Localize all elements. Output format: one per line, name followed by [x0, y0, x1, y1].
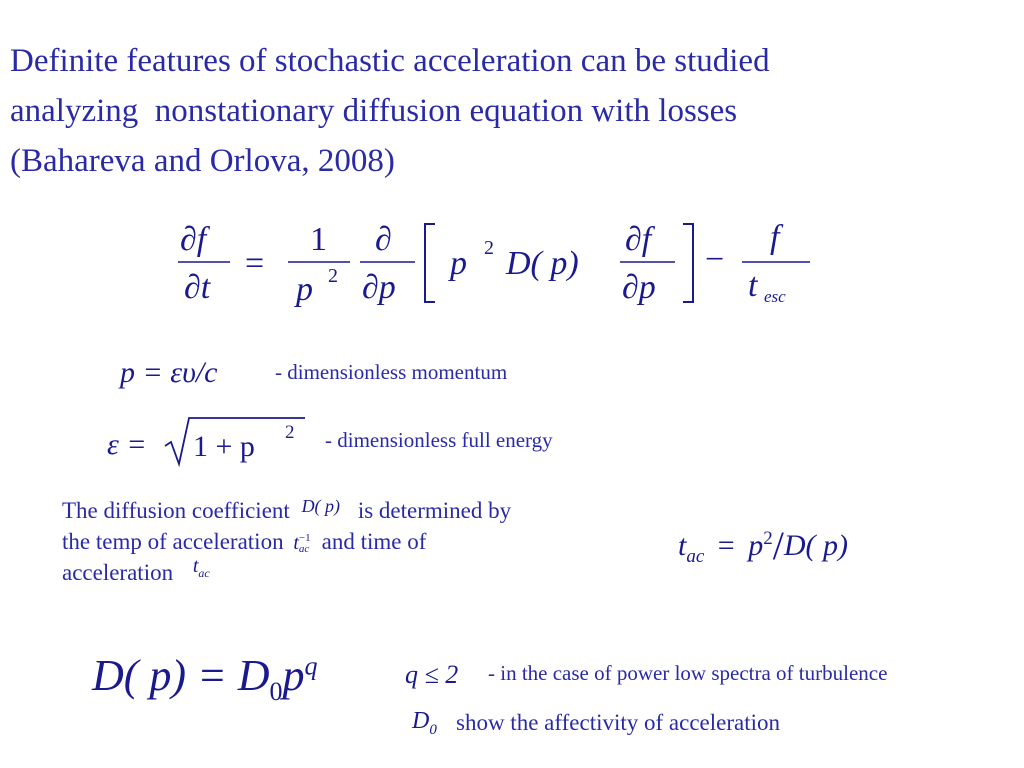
eq-one: 1 — [310, 221, 327, 258]
D0-note: show the affectivity of acceleration — [456, 710, 780, 735]
q-condition: q ≤ 2 — [405, 660, 459, 689]
eq-t: t — [748, 267, 758, 304]
momentum-formula: p = ευ/c — [120, 356, 218, 389]
eq-inner-num: ∂f — [625, 221, 652, 258]
intro-line-3: (Bahareva and Orlova, 2008) — [10, 143, 395, 179]
eq-p-exp: 2 — [328, 265, 338, 287]
diffusion-D-formula: D( p) — [301, 496, 341, 516]
diffusion-line-1 — [62, 496, 622, 527]
eq-dp: ∂p — [362, 269, 396, 306]
eq-partial: ∂ — [375, 221, 392, 258]
eq-bracket-p-exp: 2 — [484, 237, 494, 259]
eq-inner-den: ∂p — [622, 269, 656, 306]
momentum-note: - dimensionless momentum — [275, 360, 508, 384]
energy-lhs: ε = — [107, 428, 147, 461]
diffusion-line3-text: acceleration — [62, 560, 174, 585]
q-condition-note: - in the case of power low spectra of turbulence — [488, 661, 888, 685]
D0-symbol: $D_0$ — [412, 708, 437, 738]
eq-esc: esc — [764, 287, 786, 306]
diffusion-line1-text-b: is determined by — [357, 498, 512, 523]
eq-f: f — [770, 219, 780, 256]
diffusion-line-3 — [62, 555, 622, 596]
eq-minus: − — [705, 241, 725, 278]
eq-equals: = — [245, 245, 265, 282]
diffusion-t-ac: $t_{ac}$ — [192, 555, 210, 580]
diffusion-line-2 — [62, 527, 622, 558]
energy-formula — [105, 412, 315, 472]
eq-bracket-p: p — [450, 245, 467, 282]
eq-p: p — [296, 271, 313, 308]
power-law-formula: D( $p) = D_0p^q$ — [92, 651, 318, 706]
diffusion-t-inverse: t −1 ac — [293, 532, 311, 556]
eq-lhs-numerator: ∂f — [180, 221, 207, 258]
eq-bracket-D: D( p) — [506, 245, 579, 282]
intro-line-1: Definite features of stochastic acceleration can be studied — [10, 43, 770, 79]
energy-note: - dimensionless full energy — [325, 428, 553, 452]
intro-line-2: analyzing nonstationary diffusion equation with losses — [10, 93, 738, 129]
energy-radicand: 1 + p — [193, 430, 255, 463]
diffusion-paragraph — [62, 496, 622, 596]
intro-paragraph — [10, 36, 1010, 186]
energy-exp: 2 — [285, 422, 295, 443]
diffusion-line2-text: the temp of acceleration — [62, 529, 284, 554]
diffusion-line1-text: The diffusion coefficient — [62, 498, 290, 523]
diffusion-line2-text-b: and time of — [321, 529, 427, 554]
eq-lhs-denominator: ∂t — [184, 269, 211, 306]
diffusion-equation — [170, 210, 830, 320]
tac-formula: $t_{ac} = p^2/D$( p) — [678, 523, 848, 568]
